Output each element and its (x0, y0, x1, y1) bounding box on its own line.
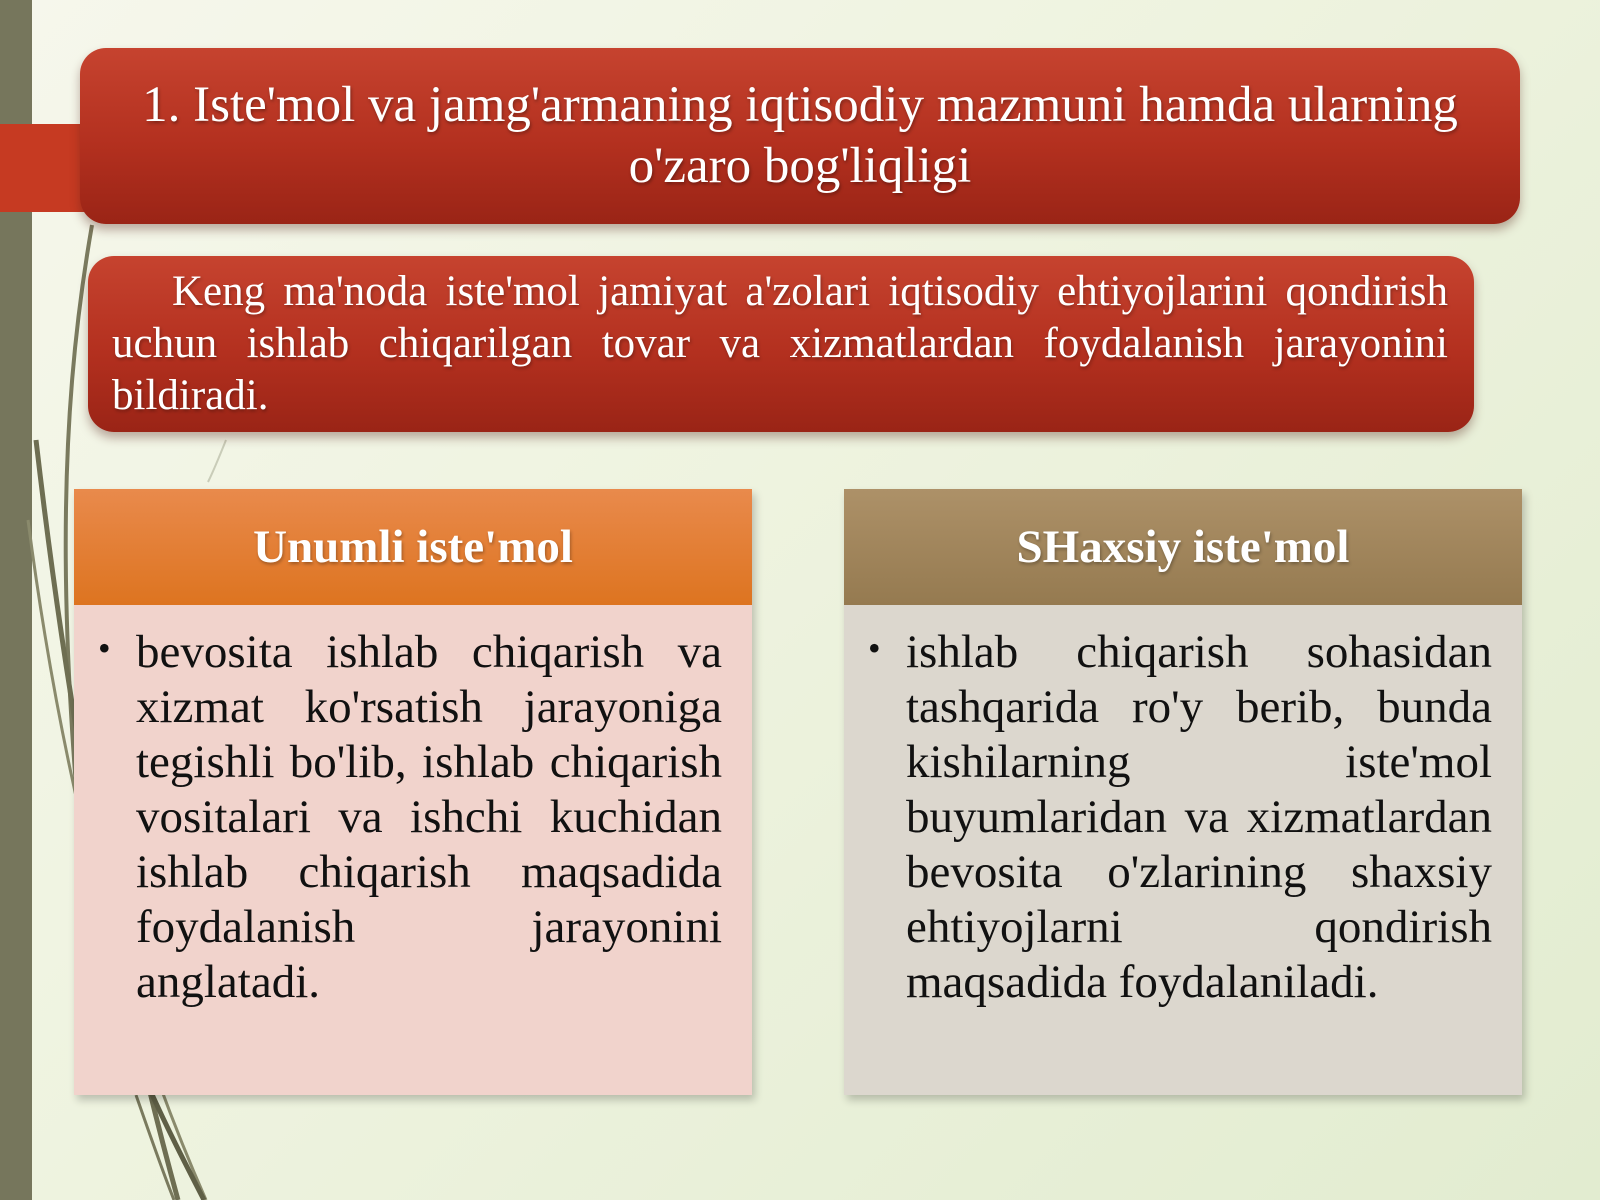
card-text: bevosita ishlab chiqarish va xizmat ko'rsatish jarayoniga tegishli bo'lib, ishlab chiqarish vositalari va ishchi kuchidan ishlab chiqarish maqsadida foydalanish jarayonini anglatadi. (136, 626, 722, 1008)
card-header (74, 489, 752, 605)
card-title: Unumli iste'mol (253, 521, 573, 573)
title-accent-tab (0, 124, 84, 212)
card-body (844, 605, 1522, 1095)
slide-title: 1. Iste'mol va jamg'armaning iqtisodiy mazmuni hamda ularning o'zaro bog'liqligi (142, 77, 1458, 194)
card-body (74, 605, 752, 1095)
title-banner (80, 48, 1520, 224)
card-header (844, 489, 1522, 605)
definition-banner (88, 256, 1474, 432)
card-title: SHaxsiy iste'mol (1016, 521, 1350, 573)
card-text: ishlab chiqarish sohasidan tashqarida ro'y berib, bunda kishilarning iste'mol buyumlaridan va xizmatlardan bevosita o'zlarining shaxsiy ehtiyojlarni qondirish maqsadida foydalaniladi. (906, 626, 1492, 1008)
card-productive-consumption (74, 489, 752, 1095)
card-personal-consumption (844, 489, 1522, 1095)
definition-text: Keng ma'noda iste'mol jamiyat a'zolari iqtisodiy ehtiyojlarini qondirish uchun ishlab chiqarilgan tovar va xizmatlardan foydalanish jarayonini bildiradi. (112, 268, 1448, 419)
bullet-icon: • (868, 628, 881, 668)
bullet-icon: • (98, 628, 111, 668)
